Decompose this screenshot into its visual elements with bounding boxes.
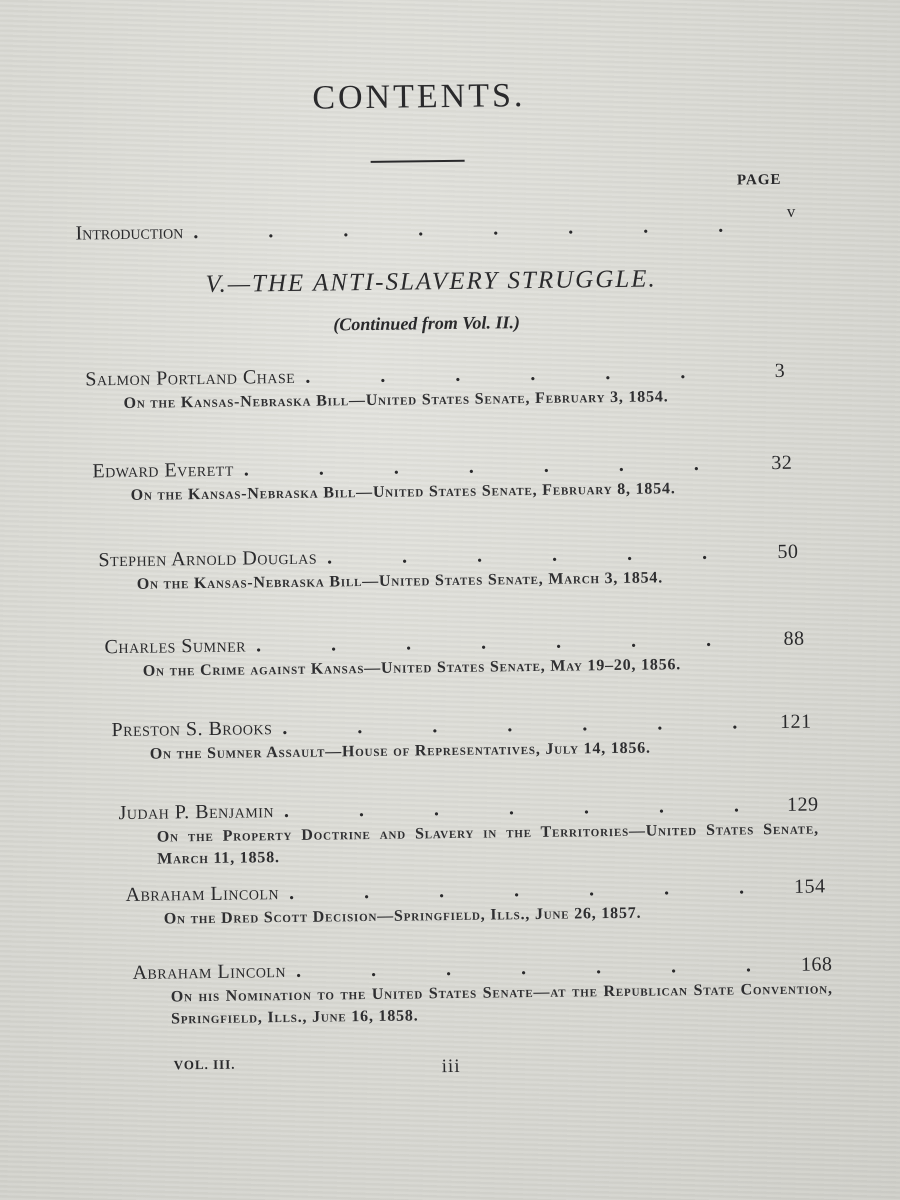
contents-entry [111,711,812,767]
dot-leader [289,876,776,905]
entry-page-number: 32 [771,451,793,475]
introduction-entry [75,201,796,246]
entry-speaker: Judah P. Benjamin [118,800,275,825]
entry-description: On the Crime against Kansas—United States Senate, May 19–20, 1856. [142,656,682,680]
dot-leader [284,794,769,823]
entry-speaker: Abraham Lincoln [125,882,280,906]
entry-speaker: Edward Everett [92,458,234,483]
contents-entry [118,794,819,872]
entry-speaker: Abraham Lincoln [132,960,287,984]
introduction-page-number: v [786,201,796,221]
contents-entry [92,452,793,508]
introduction-label: Introduction [75,221,184,245]
dot-leader [296,954,783,983]
contents-entry [85,360,786,416]
entry-page-number: 121 [779,710,812,733]
entry-page-number: 154 [793,875,826,898]
entry-page-number: 50 [777,540,799,563]
dot-leader [282,711,761,740]
dot-leader [256,628,755,657]
entry-description: On the Kansas-Nebraska Bill—United States Senate, February 8, 1854. [130,480,676,504]
entry-description: On his Nomination to the United States Senate—at the Republican State Convention, Springfield, Ills., June 16, 1858. [170,980,833,1028]
entry-speaker: Charles Sumner [104,634,247,659]
entry-description: On the Dred Scott Decision—Springfield, Ills., June 26, 1857. [163,904,642,928]
entry-speaker: Stephen Arnold Douglas [98,546,318,572]
contents-entry [132,953,833,1031]
entry-description: On the Kansas-Nebraska Bill—United States Senate, February 3, 1854. [123,388,669,412]
page-column-header: PAGE [736,171,782,189]
entry-description: On the Kansas-Nebraska Bill—United States Senate, March 3, 1854. [136,569,664,593]
entry-page-number: 88 [783,627,805,650]
dot-leader [193,214,745,244]
page-title: CONTENTS. [312,77,526,117]
contents-entry [125,875,826,931]
contents-list [0,355,897,1028]
volume-signature: VOL. III. [173,1056,236,1073]
entry-description: On the Sumner Assault—House of Representatives, July 14, 1856. [149,739,651,763]
contents-entry [104,628,805,684]
title-rule [371,160,465,163]
page-folio: iii [441,1055,461,1078]
section-title: V.—THE ANTI-SLAVERY STRUGGLE. [205,265,657,298]
dot-leader [244,452,743,481]
dot-leader [327,541,749,569]
entry-page-number: 3 [774,359,786,383]
entry-page-number: 168 [800,953,833,976]
section-subtitle: (Continued from Vol. II.) [333,312,520,335]
entry-speaker: Salmon Portland Chase [85,365,296,391]
entry-speaker: Preston S. Brooks [111,717,273,742]
contents-entry [98,541,799,597]
dot-leader [305,360,735,388]
entry-page-number: 129 [786,793,819,816]
entry-description: On the Property Doctrine and Slavery in the Territories—United States Senate, March 11, 1858. [156,820,819,868]
